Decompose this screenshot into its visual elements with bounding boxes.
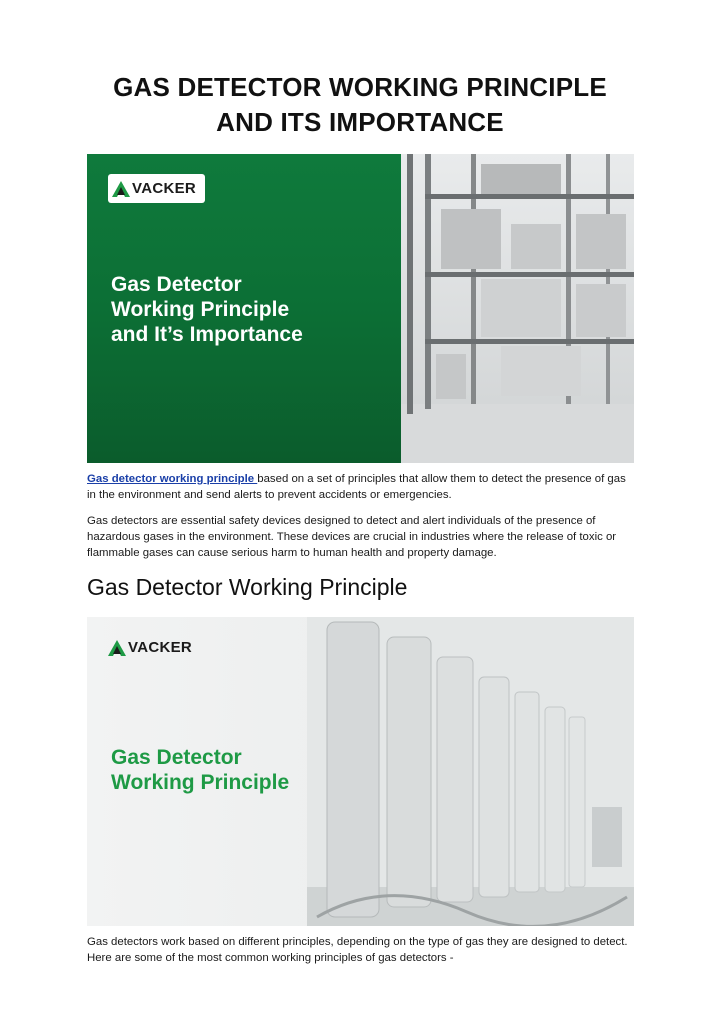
logo-text: VACKER <box>128 639 193 656</box>
banner-heading-line: Working Principle <box>111 298 290 321</box>
banner-heading-line: and It’s Importance <box>111 323 303 346</box>
section-heading: Gas Detector Working Principle <box>87 574 408 600</box>
title-line-2: AND ITS IMPORTANCE <box>216 107 504 137</box>
vacker-logo <box>108 639 192 656</box>
vacker-logo-icon <box>112 181 130 197</box>
warehouse-photo <box>401 154 634 463</box>
banner-heading-line: Gas Detector <box>111 273 242 296</box>
hero-banner <box>87 154 634 463</box>
intro-text: based on a set of principles that allow them to detect the presence of gas in the environment and send alerts to prevent accidents or emergencies. <box>87 473 626 501</box>
industrial-tanks-photo <box>307 617 634 926</box>
section-banner <box>87 617 634 926</box>
vacker-logo-icon <box>108 640 126 656</box>
paragraph-3: Gas detectors work based on different principles, depending on the type of gas they are designed to detect. Here are some of the most common working principles of gas detectors - <box>87 936 628 964</box>
banner-heading <box>111 272 303 347</box>
banner-heading-line: Working Principle <box>111 771 290 794</box>
logo-text: VACKER <box>132 180 197 197</box>
intro-paragraph <box>87 471 632 503</box>
vacker-logo <box>108 174 205 203</box>
gas-detector-link[interactable]: Gas detector working principle <box>87 473 258 485</box>
banner-heading <box>111 745 289 795</box>
paragraph-2: Gas detectors are essential safety devices designed to detect and alert individuals of the presence of hazardous gases in the environment. These devices are crucial in industries where the release of toxic or flammable gases can cause serious harm to human health and property damage. <box>87 515 617 559</box>
document-title <box>0 70 720 140</box>
title-line-1: GAS DETECTOR WORKING PRINCIPLE <box>113 72 607 102</box>
banner-heading-line: Gas Detector <box>111 746 242 769</box>
